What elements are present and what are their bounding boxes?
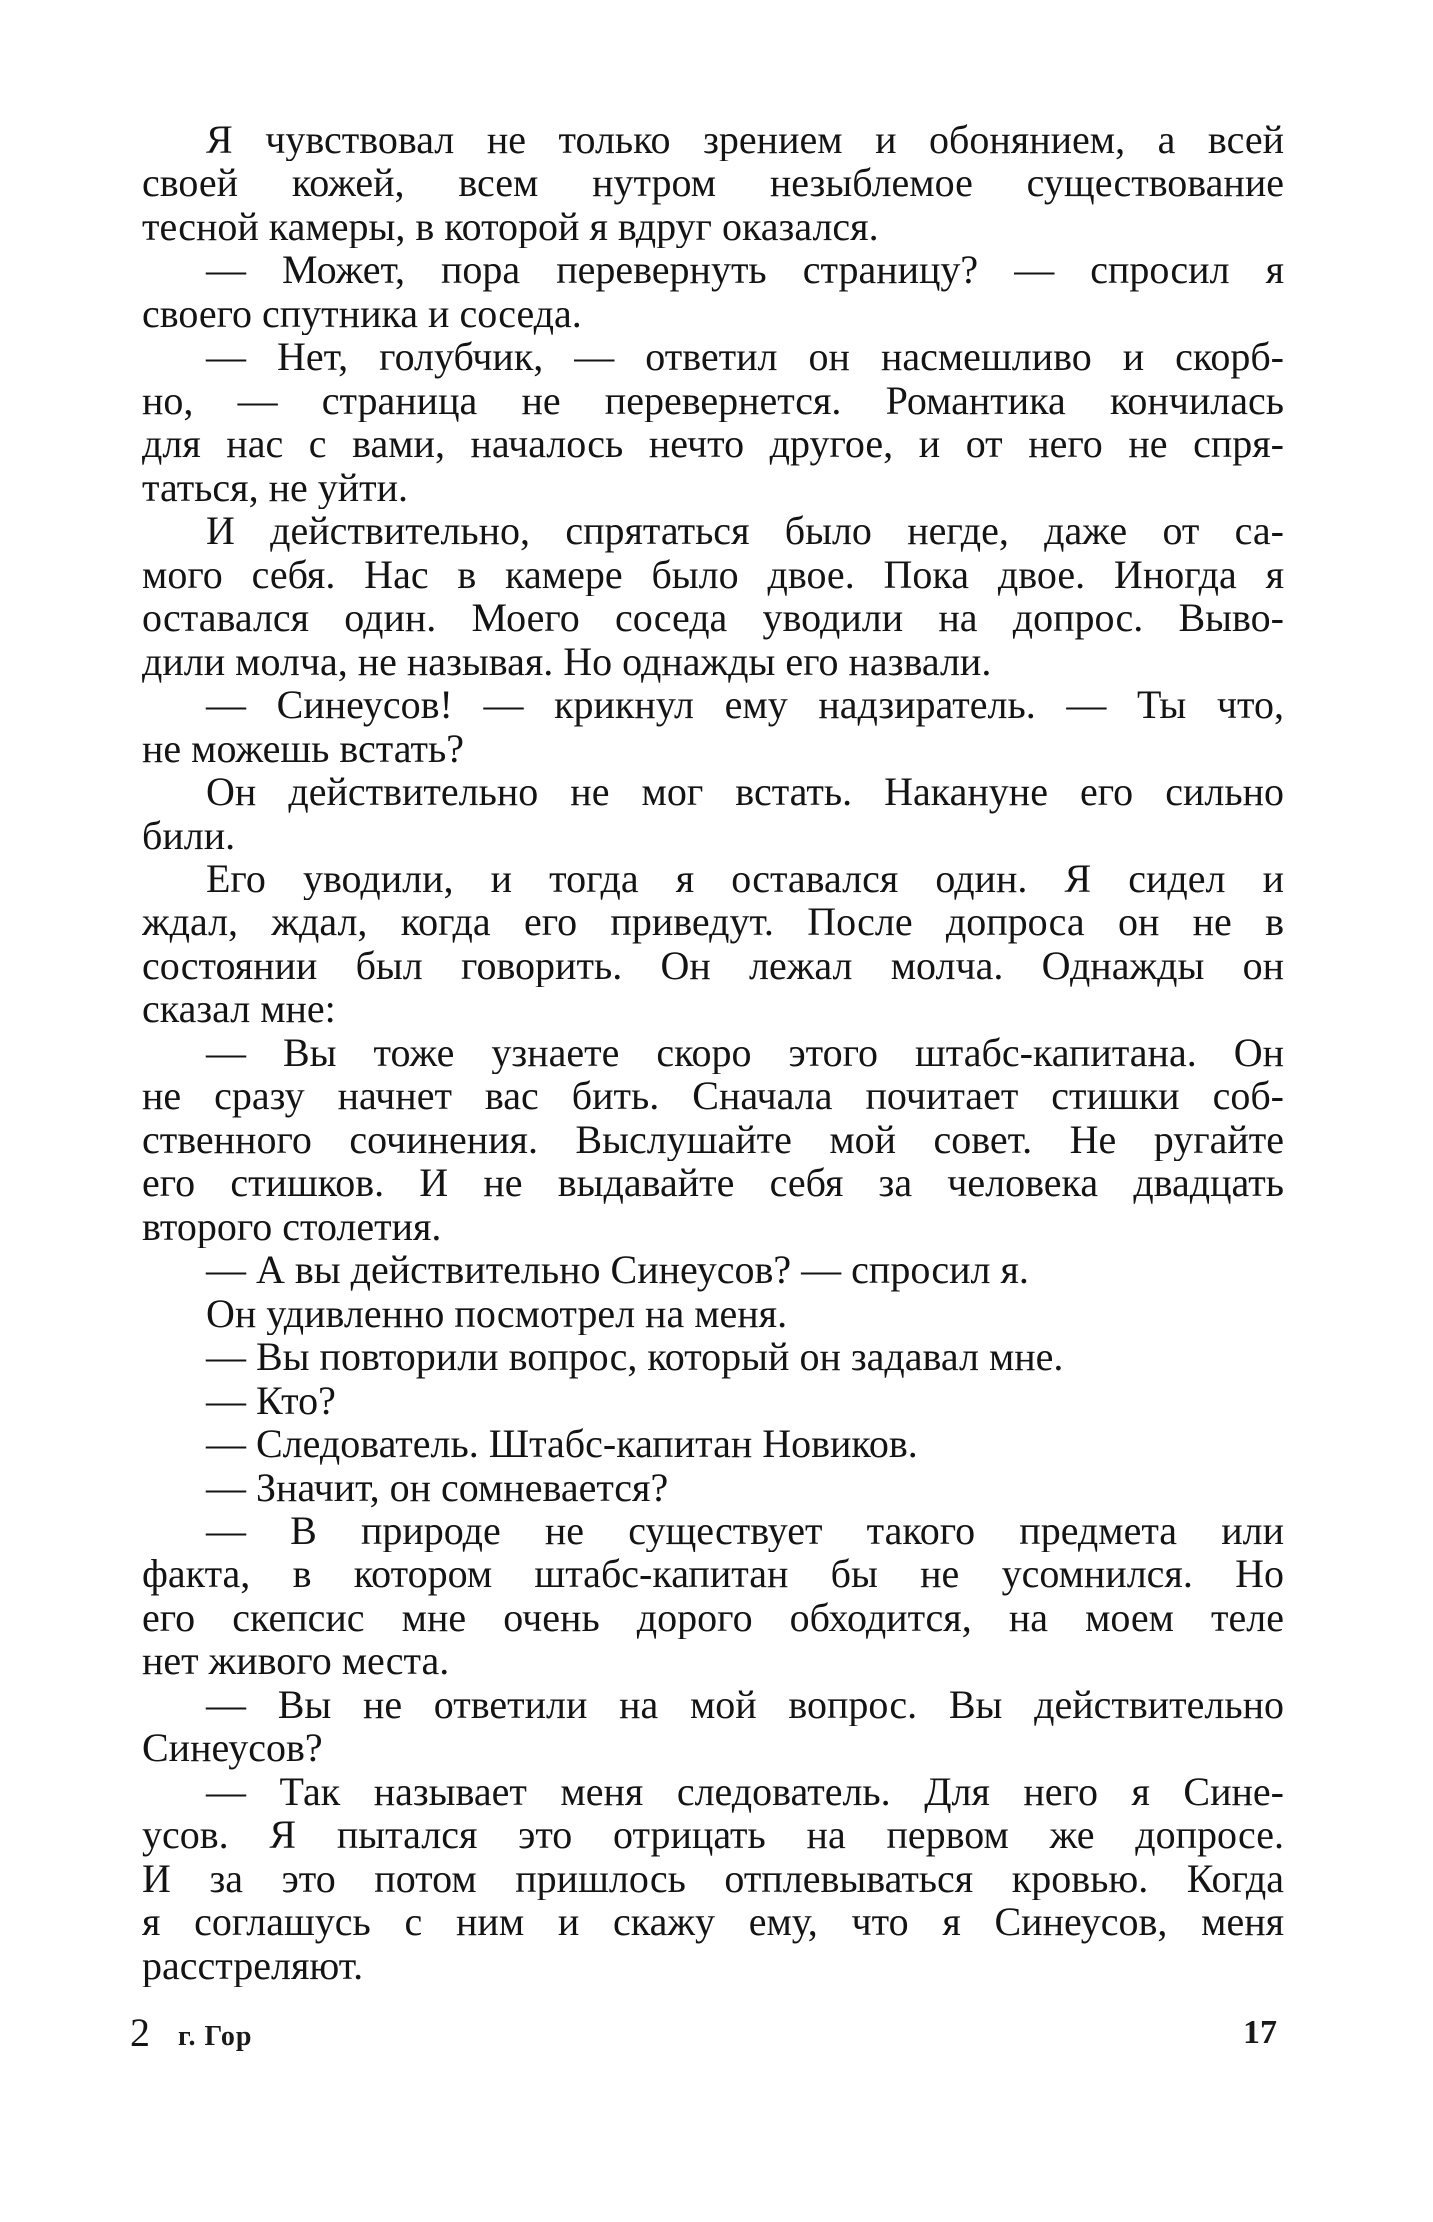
text-line: — Следователь. Штабс-капитан Новиков. — [206, 1422, 918, 1466]
paragraph — [142, 683, 1284, 770]
signature-mark-number: 2 — [130, 2010, 150, 2055]
text-line: его стишков. И не выдавайте себя за человека двадцать — [142, 1161, 1284, 1205]
text-line: — Так называет меня следователь. Для него я Сине- — [206, 1769, 1284, 1814]
paragraph — [142, 1509, 1284, 1683]
text-line: состоянии был говорить. Он лежал молча. Однажды он — [142, 943, 1284, 988]
paragraph — [142, 335, 1284, 509]
text-line: — В природе не существует такого предмета или — [206, 1509, 1284, 1553]
text-line: сказал мне: — [142, 987, 336, 1031]
text-line: факта, в котором штабс-капитан бы не усомнился. Но — [142, 1552, 1284, 1596]
paragraph — [142, 1770, 1284, 1987]
paragraph — [142, 1031, 1284, 1248]
text-line: не сразу начнет вас бить. Сначала почитает стишки соб- — [142, 1074, 1284, 1118]
text-line: таться, не уйти. — [142, 465, 409, 510]
text-line: не можешь встать? — [142, 726, 464, 771]
text-line: — Синеусов! — крикнул ему надзиратель. — Ты что, — [206, 683, 1284, 727]
text-line: ственного сочинения. Выслушайте мой совет. Не ругайте — [142, 1117, 1284, 1162]
paragraph — [142, 1422, 1284, 1465]
paragraph — [142, 1379, 1284, 1422]
paragraph — [142, 509, 1284, 683]
paragraph — [142, 1335, 1284, 1378]
text-line: своей кожей, всем нутром незыблемое существование — [142, 161, 1284, 205]
paragraph — [142, 1466, 1284, 1509]
text-line: оставался один. Моего соседа уводили на допрос. Выво- — [142, 596, 1284, 640]
text-line: его скепсис мне очень дорого обходится, на моем теле — [142, 1595, 1284, 1640]
text-line: Он действительно не мог встать. Накануне его сильно — [206, 770, 1284, 814]
page-number: 17 — [1243, 2014, 1277, 2051]
text-line: мого себя. Нас в камере было двое. Пока двое. Иногда я — [142, 552, 1284, 597]
paragraph — [142, 857, 1284, 1031]
body-text — [142, 118, 1284, 1987]
text-line: нет живого места. — [142, 1639, 450, 1683]
text-line: били. — [142, 813, 236, 857]
text-line: для нас с вами, началось нечто другое, и от него не спря- — [142, 422, 1284, 466]
text-line: — Может, пора перевернуть страницу? — спросил я — [206, 248, 1284, 292]
text-line: — А вы действительно Синеусов? — спросил я. — [206, 1248, 1029, 1292]
text-line: — Нет, голубчик, — ответил он насмешливо и скорб- — [206, 335, 1284, 379]
paragraph — [142, 1683, 1284, 1770]
signature-mark-author: г. Гор — [178, 2021, 253, 2052]
text-line: тесной камеры, в которой я вдруг оказался. — [142, 204, 879, 249]
text-line: я соглашусь с ним и скажу ему, что я Синеусов, меня — [142, 1900, 1284, 1944]
paragraph — [142, 770, 1284, 857]
text-line: И действительно, спрятаться было негде, даже от са- — [206, 509, 1284, 553]
text-line: расстреляют. — [142, 1943, 364, 1988]
paragraph — [142, 1248, 1284, 1291]
text-line: Он удивленно посмотрел на меня. — [206, 1291, 788, 1336]
text-line: — Вы тоже узнаете скоро этого штабс-капитана. Он — [206, 1030, 1284, 1075]
text-line: но, — страница не перевернется. Романтика кончилась — [142, 378, 1284, 423]
text-line: второго столетия. — [142, 1204, 442, 1249]
text-line: Я чувствовал не только зрением и обонянием, а всей — [206, 118, 1284, 162]
text-line: — Кто? — [206, 1378, 336, 1423]
text-line: — Вы повторили вопрос, который он задавал мне. — [206, 1335, 1064, 1379]
text-line: И за это потом пришлось отплевываться кровью. Когда — [142, 1856, 1284, 1901]
text-line: Синеусов? — [142, 1726, 323, 1770]
text-line: Его уводили, и тогда я оставался один. Я сидел и — [206, 856, 1284, 901]
paragraph — [142, 1292, 1284, 1335]
paragraph — [142, 118, 1284, 248]
paragraph — [142, 248, 1284, 335]
text-line: — Вы не ответили на мой вопрос. Вы действительно — [206, 1682, 1284, 1727]
text-line: — Значит, он сомневается? — [206, 1465, 669, 1509]
text-line: ждал, ждал, когда его приведут. После допроса он не в — [142, 900, 1284, 944]
text-line: усов. Я пытался это отрицать на первом же допросе. — [142, 1813, 1284, 1857]
text-line: дили молча, не называя. Но однажды его назвали. — [142, 639, 992, 684]
text-line: своего спутника и соседа. — [142, 291, 582, 336]
